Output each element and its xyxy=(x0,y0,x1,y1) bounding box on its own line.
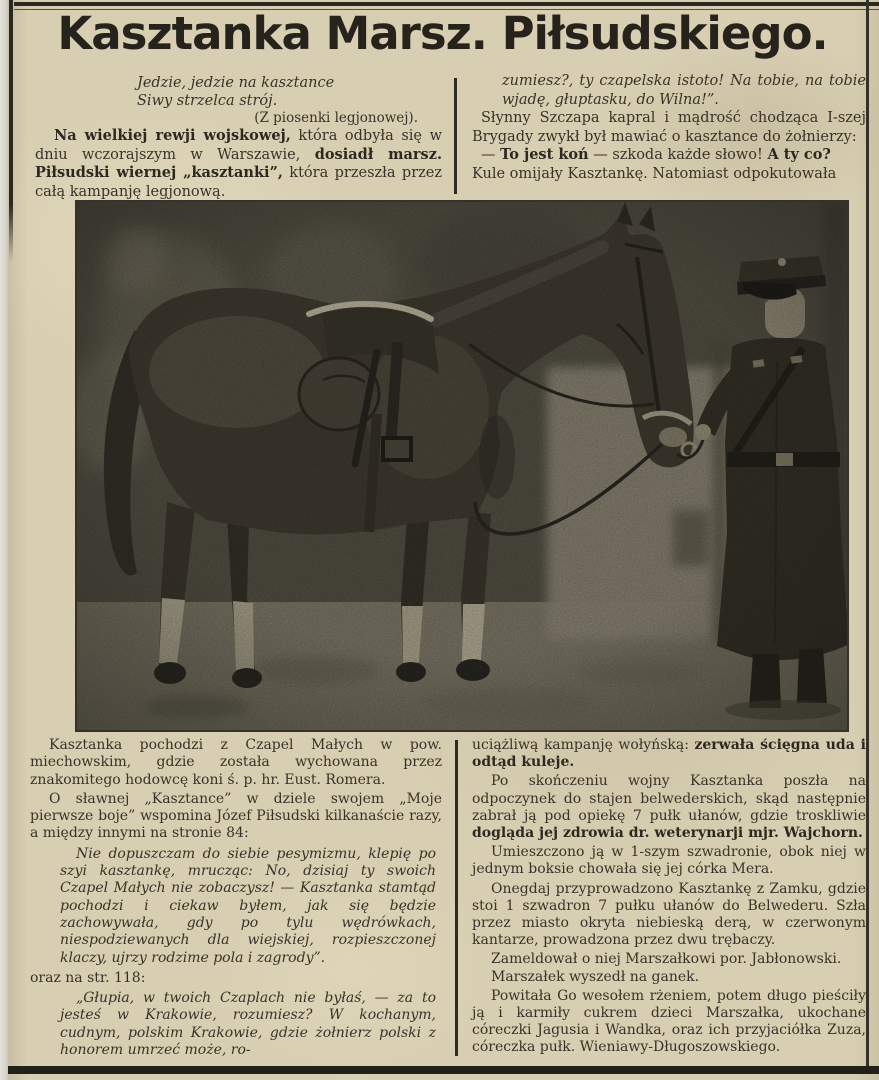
paragraph: Powitała Go wesołem rżeniem, potem długo pieściły ją i karmiły cukrem dzieci Marszałka, ukochane córeczki Jagusia i Wandka, oraz ich przyjaciółka Zuza, córeczka pułk. Wieniawy-Długoszowskiego. xyxy=(472,987,866,1056)
run-bold: zerwała ścięgna uda i odtąd kuleje. xyxy=(472,737,867,771)
lead-paragraph xyxy=(35,127,442,201)
right-column-rule xyxy=(866,0,869,1066)
lead-bold: dosiadł marsz. Piłsudski wiernej „kasztanki”, xyxy=(35,145,442,181)
horse-photograph xyxy=(75,200,849,732)
paragraph: Zameldował o niej Marszałkowi por. Jabłonowski. xyxy=(491,951,842,968)
left-column-rule xyxy=(9,0,13,262)
column-divider-bottom xyxy=(455,740,458,1056)
column-divider-top xyxy=(454,78,457,194)
poem-line: Jedzie, jedzie na kasztance xyxy=(137,75,335,91)
top-right-column xyxy=(472,72,866,183)
poem-line: Siwy strzelca strój. xyxy=(137,93,278,109)
dialog-text: — szkoda każde słowo! xyxy=(588,147,768,163)
top-rule-thick xyxy=(14,2,879,6)
paragraph: Onegdaj przyprowadzono Kasztankę z Zamku, gdzie stoi 1 szwadron 7 pułku ułanów do Belwederu. Szła przez miasto okryta niebieską derą, w czerwonym kantarze, prowadzona przez dwu trębaczy. xyxy=(472,880,866,949)
dialog-bold: A ty co? xyxy=(767,146,831,163)
bottom-rule xyxy=(8,1066,879,1074)
run: Po skończeniu wojny Kasztanka poszła na odpoczynek do stajen belwederskich, skąd następnie zabrał ją pod opiekę 7 pułk ułanów, gdzie troskliwie xyxy=(472,773,866,824)
top-left-column xyxy=(35,74,442,201)
dialog-line xyxy=(472,146,866,165)
paragraph: Marszałek wyszedł na ganek. xyxy=(491,968,700,985)
paragraph: Kule omijały Kasztankę. Natomiast odpokutowała xyxy=(472,165,837,182)
bottom-right-column xyxy=(472,737,866,1057)
headline: Kasztanka Marsz. Piłsudskiego. xyxy=(57,7,828,60)
scan-left-edge xyxy=(0,0,9,1080)
blockquote: „Głupia, w twoich Czaplach nie byłaś, — za to jesteś w Krakowie, rozumiesz? W kochanym, cudnym, polskim Krakowie, gdzie żołnierz polski z honorem umrzeć może, ro- xyxy=(60,990,436,1059)
paragraph: Umieszczono ją w 1-szym szwadronie, obok niej w jednym boksie chowała się jej córka Mera. xyxy=(472,844,866,878)
paragraph: Słynny Szczapa kapral i mądrość chodząca I-szej Brygady zwykł był mawiać o kasztance do żołnierzy: xyxy=(472,110,866,145)
dialog-bold: To jest koń xyxy=(500,146,589,163)
lead-bold: Na wielkiej rewji wojskowej, xyxy=(54,127,291,144)
quote-continuation: zumiesz?, ty czapelska istoto! Na tobie, na tobie wjadę, głuptasku, do Wilna!”. xyxy=(502,73,866,108)
dialog-text: — xyxy=(481,147,501,163)
paragraph xyxy=(472,737,866,771)
blockquote: Nie dopuszczam do siebie pesymizmu, klepię po szyi kasztankę, mrucząc: No, dzisiaj ty swoich Czapel Małych nie zobaczysz! — Kasztanka stamtąd pochodzi i ciekaw byłem, jak się będzie zachowywała, gdy po tylu wędrówkach, niespodziewanych dla wiejskiej, rozpieszczonej klaczy, ujrzy rodzime pola i zagrody”. xyxy=(60,845,436,966)
poem-source: (Z piosenki legjonowej). xyxy=(254,110,418,126)
paragraph: O sławnej „Kasztance” w dziele swojem „Moje pierwsze boje” wspomina Józef Piłsudski kilkanaście razy, a między innymi na stronie 84: xyxy=(30,790,442,842)
paragraph xyxy=(472,773,866,842)
run-bold: dogląda jej zdrowia dr. weterynarji mjr. Wajchorn. xyxy=(472,825,863,842)
paragraph: Kasztanka pochodzi z Czapel Małych w pow. miechowskim, gdzie została wychowana przez znakomitego hodowcę koni ś. p. hr. Eust. Romera. xyxy=(30,737,442,788)
lead-text: która odbyła się w dniu wczorajszym w Warszawie, xyxy=(35,128,442,163)
horse-photo-art xyxy=(77,202,847,730)
vignette xyxy=(77,202,847,730)
bottom-left-column xyxy=(30,737,442,1061)
run: uciążliwą kampanję wołyńską: xyxy=(472,737,695,753)
poem xyxy=(137,74,442,110)
lead-text: która przeszła przez całą kampanję legjonową. xyxy=(35,165,442,200)
paragraph: oraz na str. 118: xyxy=(30,969,146,986)
